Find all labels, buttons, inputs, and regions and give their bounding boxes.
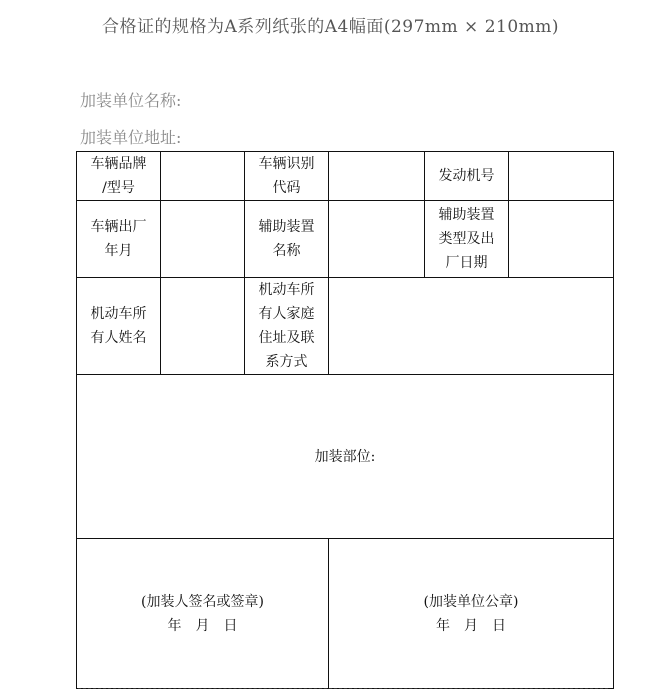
owner-address-label: 机动车所 有人家庭 住址及联 系方式 — [245, 278, 329, 375]
unit-seal-label: (加装单位公章) — [423, 593, 519, 610]
manufacture-date-label: 车辆出厂 年月 — [77, 201, 161, 278]
vin-value[interactable] — [329, 152, 425, 201]
owner-name-value[interactable] — [161, 278, 245, 375]
owner-name-label: 机动车所 有人姓名 — [77, 278, 161, 375]
owner-address-value[interactable] — [329, 278, 614, 375]
installer-date-label: 年 月 日 — [167, 617, 238, 634]
install-location-label: 加装部位: — [314, 448, 376, 465]
vin-label: 车辆识别 代码 — [245, 152, 329, 201]
engine-number-value[interactable] — [509, 152, 614, 201]
installer-signature-label: (加装人签名或签章) — [141, 593, 264, 610]
engine-number-label: 发动机号 — [425, 152, 509, 201]
aux-device-name-label: 辅助装置 名称 — [245, 201, 329, 278]
certificate-form-table — [76, 151, 614, 689]
vehicle-brand-model-value[interactable] — [161, 152, 245, 201]
vehicle-brand-model-label: 车辆品牌 /型号 — [77, 152, 161, 201]
installer-name-label: 加装单位名称: — [80, 91, 182, 110]
installer-signature-cell[interactable] — [77, 539, 329, 689]
unit-date-label: 年 月 日 — [436, 617, 506, 634]
aux-device-name-value[interactable] — [329, 201, 425, 278]
manufacture-date-value[interactable] — [161, 201, 245, 278]
install-location-cell[interactable] — [77, 375, 614, 539]
page-title: 合格证的规格为A系列纸张的A4幅面(297mm × 210mm) — [101, 17, 560, 37]
aux-device-type-value[interactable] — [509, 201, 614, 278]
unit-seal-cell[interactable] — [329, 539, 614, 689]
aux-device-type-label: 辅助装置 类型及出 厂日期 — [425, 201, 509, 278]
installer-address-label: 加装单位地址: — [80, 128, 182, 147]
